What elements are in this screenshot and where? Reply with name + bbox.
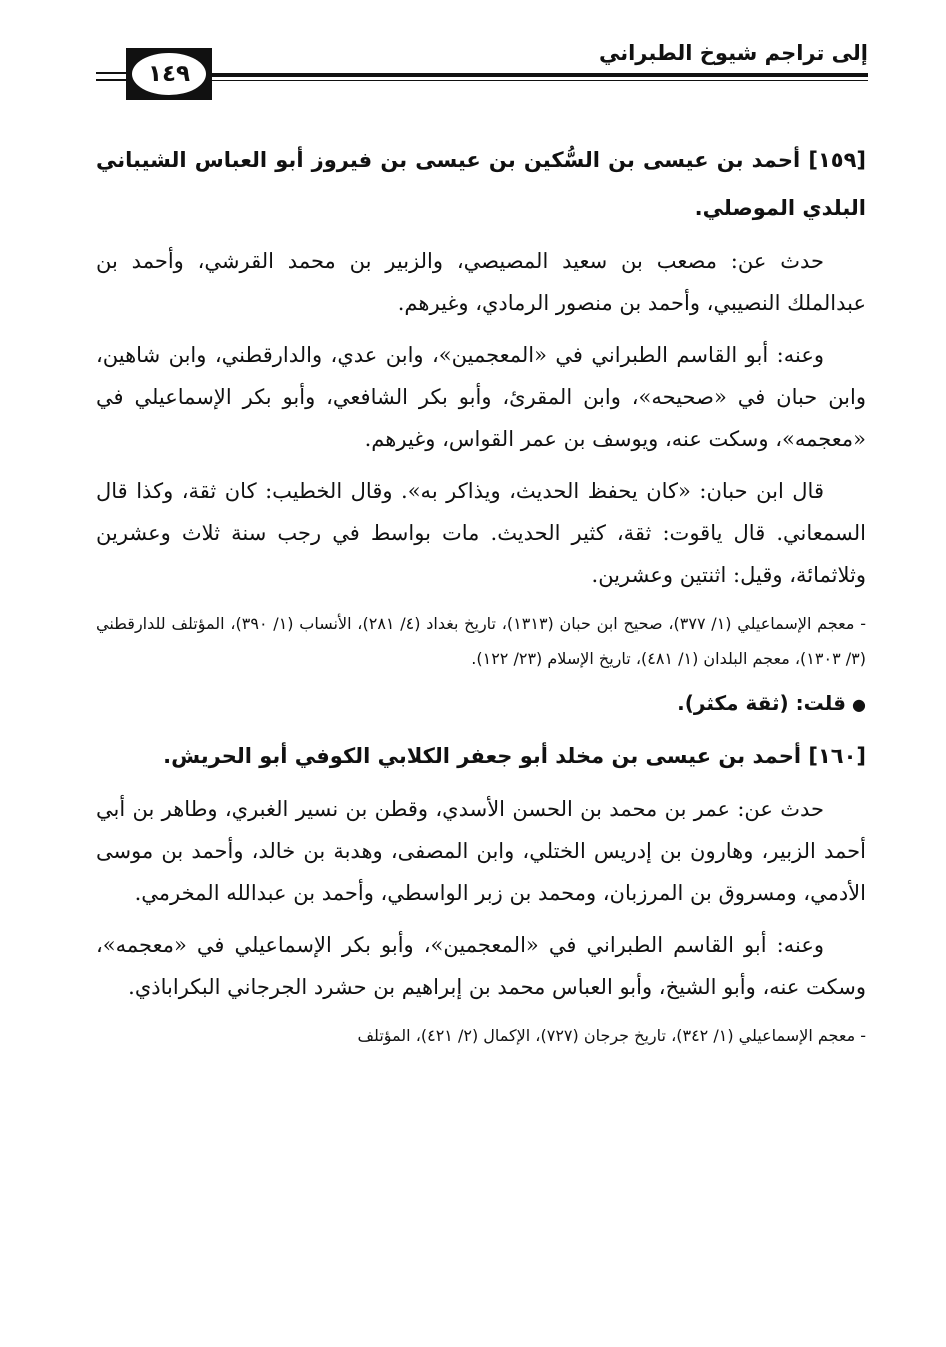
page-number: ١٤٩ xyxy=(132,53,206,95)
bullet-dot-icon: ● xyxy=(852,695,866,714)
page-body xyxy=(96,136,866,1059)
entry-verdict xyxy=(96,682,866,726)
entry-paragraph-students: وعنه: أبو القاسم الطبراني في «المعجمين»، وأبو بكر الإسماعيلي في «معجمه»، وسكت عنه، وأبو الشيخ، وأبو العباس محمد بن إبراهيم بن حشرد الجرجاني البكراباذي. xyxy=(96,933,866,999)
entry-paragraph-teachers: حدث عن: عمر بن محمد بن الحسن الأسدي، وقطن بن نسير الغبري، وطاهر بن أبي أحمد الزبير، وهارون بن إدريس الختلي، وابن المصفى، وهدبة بن خالد، وأحمد بن موسى الأدمي، ومسروق بن المرزبان، ومحمد بن زبر الواسطي، وأحمد بن عبدالله المخرمي. xyxy=(96,797,866,905)
entry-sources: - معجم الإسماعيلي (١/ ٣٤٢)، تاريخ جرجان (٧٢٧)، الإكمال (٢/ ٤٢١)، المؤتلف xyxy=(357,1026,866,1045)
header-rule-left-lower xyxy=(96,79,126,81)
header-rule-left-upper xyxy=(96,72,126,74)
entry-paragraph-grading: قال ابن حبان: «كان يحفظ الحديث، ويذاكر به». وقال الخطيب: كان ثقة، وكذا قال السمعاني. قال ياقوت: ثقة، كثير الحديث. مات بواسط في رجب سنة ثلاث وعشرين وثلاثمائة، وقيل: اثنتين وعشرين. xyxy=(96,479,866,587)
verdict-text: قلت: (ثقة مكثر). xyxy=(677,691,847,715)
entry-heading: [١٦٠] أحمد بن عيسى بن مخلد أبو جعفر الكلابي الكوفي أبو الحريش. xyxy=(163,744,866,768)
entry-heading: [١٥٩] أحمد بن عيسى بن السُّكين بن عيسى بن فيروز أبو العباس الشيباني البلدي الموصلي. xyxy=(96,148,866,220)
entry-sources: - معجم الإسماعيلي (١/ ٣٧٧)، صحيح ابن حبان (١٣١٣)، تاريخ بغداد (٤/ ٢٨١)، الأنساب (١/ ٣٩٠)، المؤتلف للدارقطني (٣/ ١٣٠٣)، معجم البلدان (١/ ٤٨١)، تاريخ الإسلام (٢٣/ ١٢٢). xyxy=(96,614,866,668)
header-rule-thin xyxy=(212,80,868,81)
running-title: إلى تراجم شيوخ الطبراني xyxy=(598,41,868,65)
entry-paragraph-teachers: حدث عن: مصعب بن سعيد المصيصي، والزبير بن محمد القرشي، وأحمد بن عبدالملك النصيبي، وأحمد بن منصور الرمادي، وغيرهم. xyxy=(96,249,866,315)
entry-paragraph-students: وعنه: أبو القاسم الطبراني في «المعجمين»، وابن عدي، والدارقطني، وابن شاهين، وابن حبان في «صحيحه»، وابن المقرئ، وأبو بكر الشافعي، وأبو بكر الإسماعيلي في «معجمه»، وسكت عنه، ويوسف بن عمر القواس، وغيرهم. xyxy=(96,343,866,451)
header-rule-thick xyxy=(212,73,868,77)
